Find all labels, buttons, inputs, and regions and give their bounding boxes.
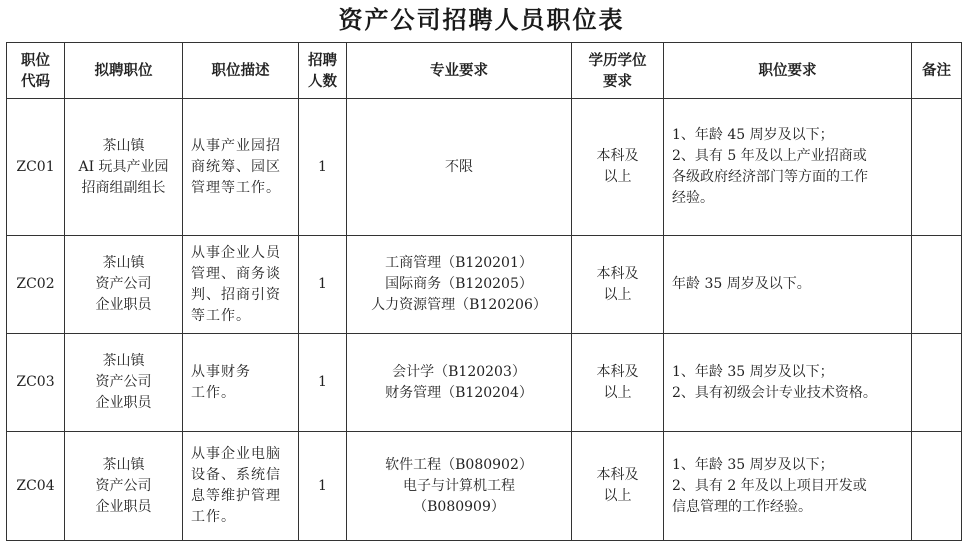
cell-position: 茶山镇 资产公司 企业职员	[65, 236, 183, 334]
cell-remarks	[912, 334, 962, 432]
cell-code: ZC02	[7, 236, 65, 334]
cell-requirements: 1、年龄 35 周岁及以下； 2、具有 2 年及以上项目开发或 信息管理的工作经验。	[664, 432, 912, 541]
cell-remarks	[912, 236, 962, 334]
cell-position: 茶山镇 资产公司 企业职员	[65, 334, 183, 432]
job-table	[6, 42, 962, 541]
table-row	[7, 334, 962, 432]
cell-code: ZC04	[7, 432, 65, 541]
header-count: 招聘 人数	[299, 43, 347, 99]
cell-count: 1	[299, 432, 347, 541]
header-education: 学历学位 要求	[572, 43, 664, 99]
header-major: 专业要求	[347, 43, 572, 99]
page-title: 资产公司招聘人员职位表	[338, 5, 625, 34]
header-code: 职位 代码	[7, 43, 65, 99]
header-position: 拟聘职位	[65, 43, 183, 99]
cell-major: 不限	[347, 99, 572, 236]
cell-major: 软件工程（B080902） 电子与计算机工程 （B080909）	[347, 432, 572, 541]
cell-major: 工商管理（B120201） 国际商务（B120205） 人力资源管理（B120206）	[347, 236, 572, 334]
cell-description: 从事产业园招 商统筹、园区 管理等工作。	[183, 99, 299, 236]
cell-code: ZC03	[7, 334, 65, 432]
cell-requirements: 1、年龄 45 周岁及以下； 2、具有 5 年及以上产业招商或 各级政府经济部门等方面的工作 经验。	[664, 99, 912, 236]
cell-education: 本科及 以上	[572, 99, 664, 236]
header-remarks: 备注	[912, 43, 962, 99]
cell-position: 茶山镇 AI 玩具产业园 招商组副组长	[65, 99, 183, 236]
table-row	[7, 236, 962, 334]
cell-description: 从事企业人员 管理、商务谈 判、招商引资 等工作。	[183, 236, 299, 334]
cell-count: 1	[299, 334, 347, 432]
cell-remarks	[912, 99, 962, 236]
cell-requirements: 年龄 35 周岁及以下。	[664, 236, 912, 334]
cell-description: 从事企业电脑 设备、系统信 息等维护管理 工作。	[183, 432, 299, 541]
cell-code: ZC01	[7, 99, 65, 236]
table-header-row	[7, 43, 962, 99]
cell-education: 本科及 以上	[572, 236, 664, 334]
cell-education: 本科及 以上	[572, 334, 664, 432]
cell-remarks	[912, 432, 962, 541]
cell-description: 从事财务 工作。	[183, 334, 299, 432]
header-requirements: 职位要求	[664, 43, 912, 99]
cell-count: 1	[299, 236, 347, 334]
header-description: 职位描述	[183, 43, 299, 99]
table-row	[7, 432, 962, 541]
table-row	[7, 99, 962, 236]
cell-major: 会计学（B120203） 财务管理（B120204）	[347, 334, 572, 432]
cell-requirements: 1、年龄 35 周岁及以下； 2、具有初级会计专业技术资格。	[664, 334, 912, 432]
cell-position: 茶山镇 资产公司 企业职员	[65, 432, 183, 541]
cell-education: 本科及 以上	[572, 432, 664, 541]
cell-count: 1	[299, 99, 347, 236]
